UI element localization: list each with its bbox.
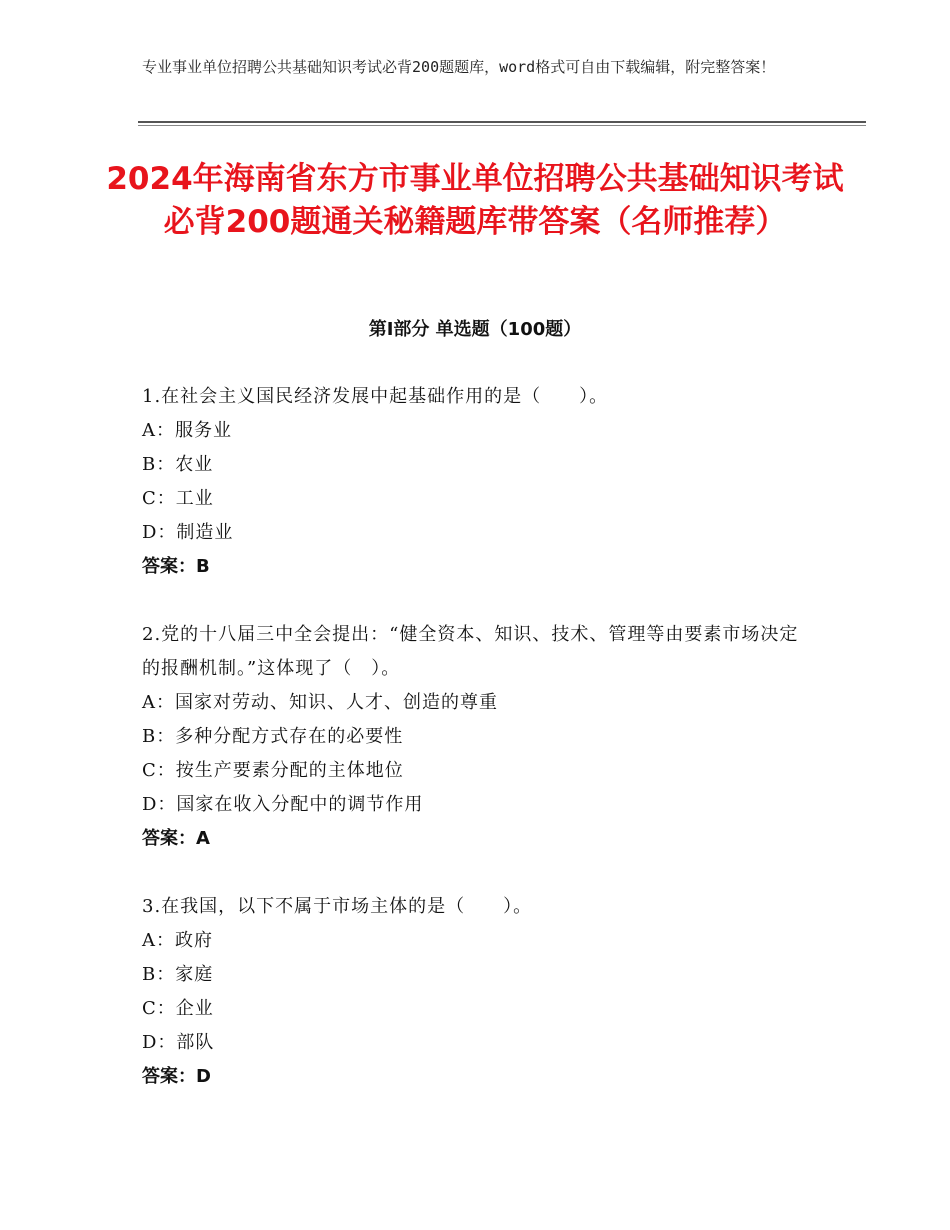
option-b: B：农业 bbox=[142, 454, 214, 475]
option-c: C：按生产要素分配的主体地位 bbox=[142, 760, 404, 781]
option-b: B：家庭 bbox=[142, 964, 214, 985]
document-title: 2024年海南省东方市事业单位招聘公共基础知识考试必背200题通关秘籍题库带答案（名师推荐） bbox=[106, 161, 844, 240]
option-a: A：国家对劳动、知识、人才、创造的尊重 bbox=[142, 692, 498, 713]
option-a: A：服务业 bbox=[142, 420, 232, 441]
option-a: A：政府 bbox=[142, 930, 213, 951]
option-c: C：企业 bbox=[142, 998, 214, 1019]
answer: 答案：D bbox=[142, 1066, 211, 1087]
header-divider-thin bbox=[138, 125, 866, 126]
option-d: D：制造业 bbox=[142, 522, 234, 543]
question-1 bbox=[142, 380, 802, 584]
answer: 答案：B bbox=[142, 556, 210, 577]
question-3 bbox=[142, 890, 802, 1094]
option-b: B：多种分配方式存在的必要性 bbox=[142, 726, 404, 747]
section-heading: 第Ⅰ部分 单选题（100题） bbox=[368, 319, 582, 340]
option-c: C：工业 bbox=[142, 488, 214, 509]
header-divider bbox=[138, 121, 866, 123]
question-stem: 3.在我国，以下不属于市场主体的是（ ）。 bbox=[142, 896, 533, 917]
question-list bbox=[142, 380, 802, 1128]
option-d: D：国家在收入分配中的调节作用 bbox=[142, 794, 424, 815]
answer: 答案：A bbox=[142, 828, 210, 849]
option-d: D：部队 bbox=[142, 1032, 215, 1053]
question-stem: 1.在社会主义国民经济发展中起基础作用的是（ ）。 bbox=[142, 386, 609, 407]
question-stem: 2.党的十八届三中全会提出：“健全资本、知识、技术、管理等由要素市场决定的报酬机制。”这体现了（ ）。 bbox=[142, 624, 799, 679]
header-note: 专业事业单位招聘公共基础知识考试必背200题题库，word格式可自由下载编辑，附完整答案！ bbox=[142, 58, 776, 76]
question-2 bbox=[142, 618, 802, 856]
